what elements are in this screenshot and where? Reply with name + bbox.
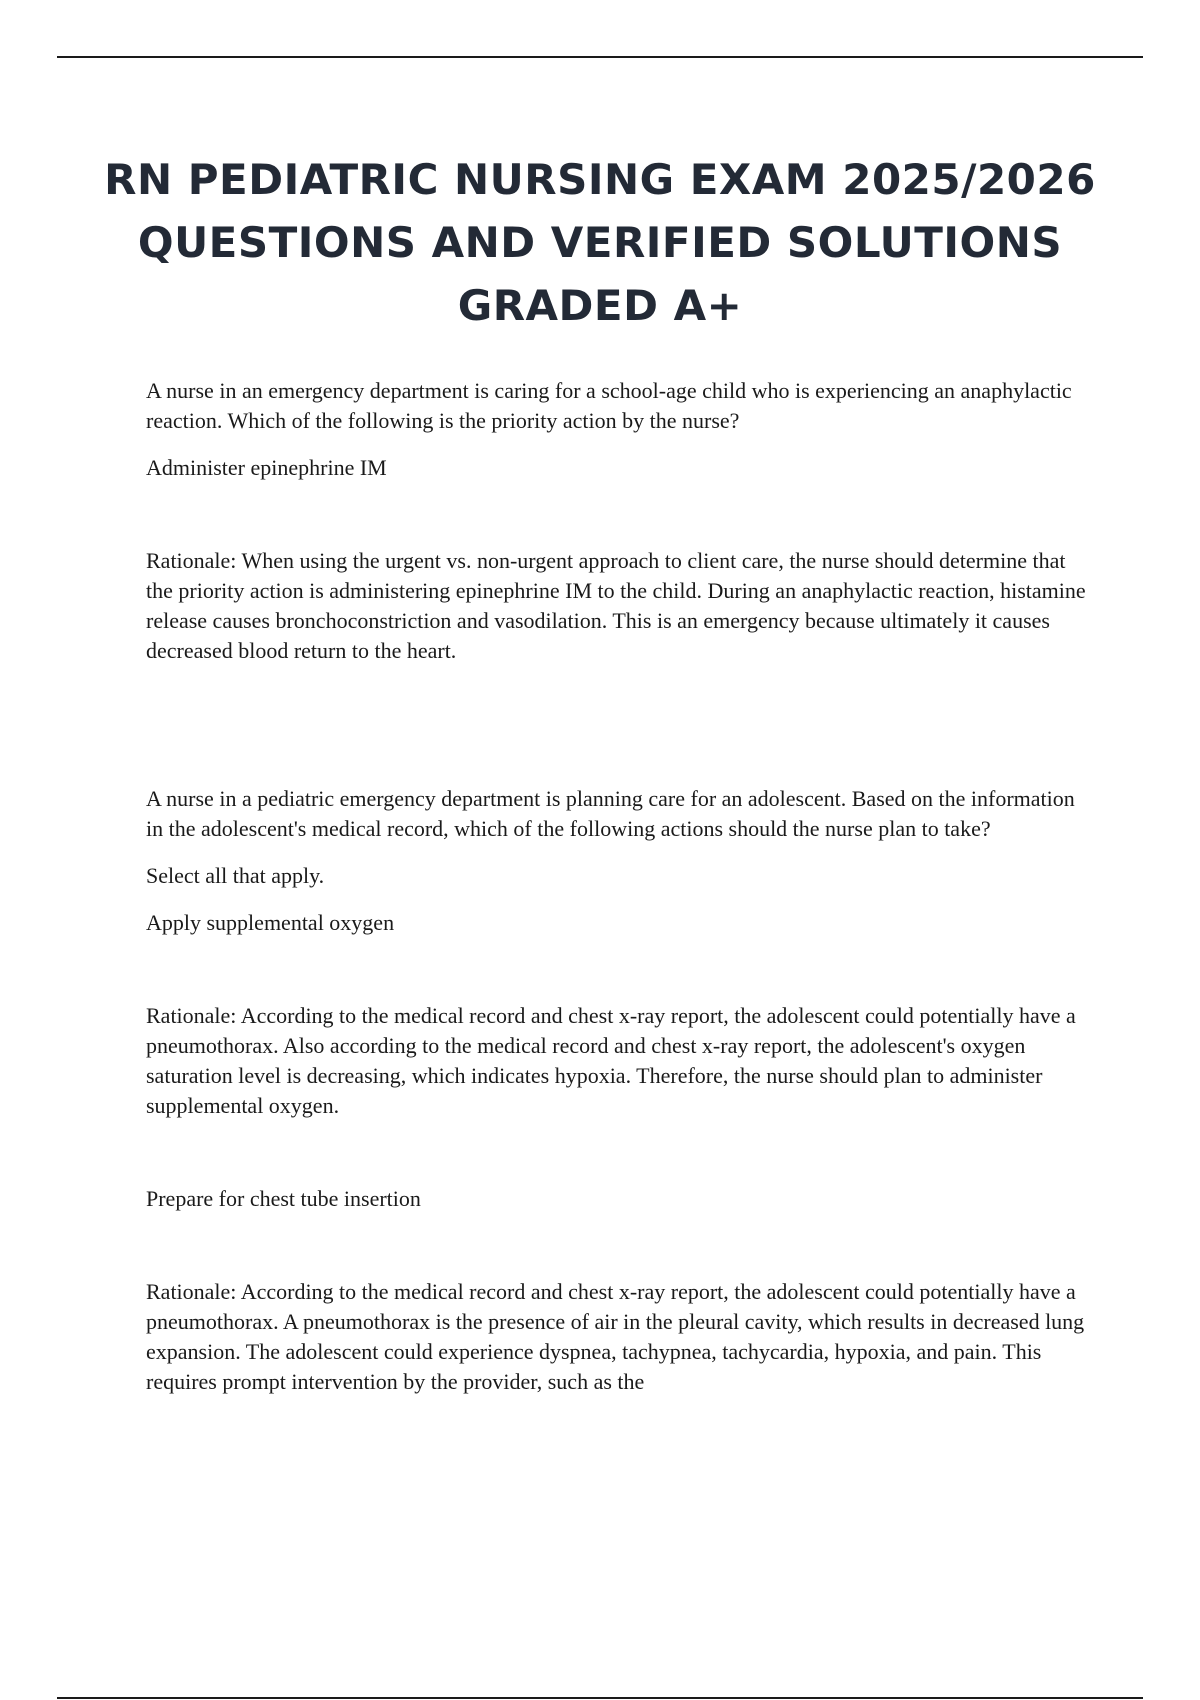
question-1-text: A nurse in an emergency department is caring for a school-age child who is experiencing an anaphylactic reaction. Which of the following is the priority action by the nurse? xyxy=(146,378,1072,433)
question-2-rationale-1: Rationale: According to the medical record and chest x-ray report, the adolescent could potentially have a pneumothorax. Also according to the medical record and chest x-ray report, the adolescent's oxygen saturation level is decreasing, which indicates hypoxia. Therefore, the nurse should plan to administer supplemental oxygen. xyxy=(146,1003,1076,1118)
question-2-answer-2: Prepare for chest tube insertion xyxy=(146,1186,421,1211)
document-body xyxy=(146,376,1096,1397)
bottom-divider xyxy=(57,1697,1143,1699)
question-2-answer-1: Apply supplemental oxygen xyxy=(146,910,395,935)
question-1-answer: Administer epinephrine IM xyxy=(146,455,387,480)
question-1-rationale: Rationale: When using the urgent vs. non-urgent approach to client care, the nurse should determine that the priority action is administering epinephrine IM to the child. During an anaphylactic reaction, histamine release causes bronchoconstriction and vasodilation. This is an emergency because ultimately it causes decreased blood return to the heart. xyxy=(146,548,1086,663)
question-2-rationale-2: Rationale: According to the medical record and chest x-ray report, the adolescent could potentially have a pneumothorax. A pneumothorax is the presence of air in the pleural cavity, which results in decreased lung expansion. The adolescent could experience dyspnea, tachypnea, tachycardia, hypoxia, and pain. This requires prompt intervention by the provider, such as the xyxy=(146,1279,1085,1394)
question-2-instruction: Select all that apply. xyxy=(146,863,325,888)
top-divider xyxy=(57,56,1143,58)
question-2-text: A nurse in a pediatric emergency department is planning care for an adolescent. Based on the information in the adolescent's medical record, which of the following actions should the nurse plan to take? xyxy=(146,786,1075,841)
document-title: RN PEDIATRIC NURSING EXAM 2025/2026 QUESTIONS AND VERIFIED SOLUTIONS GRADED A+ xyxy=(104,155,1096,330)
